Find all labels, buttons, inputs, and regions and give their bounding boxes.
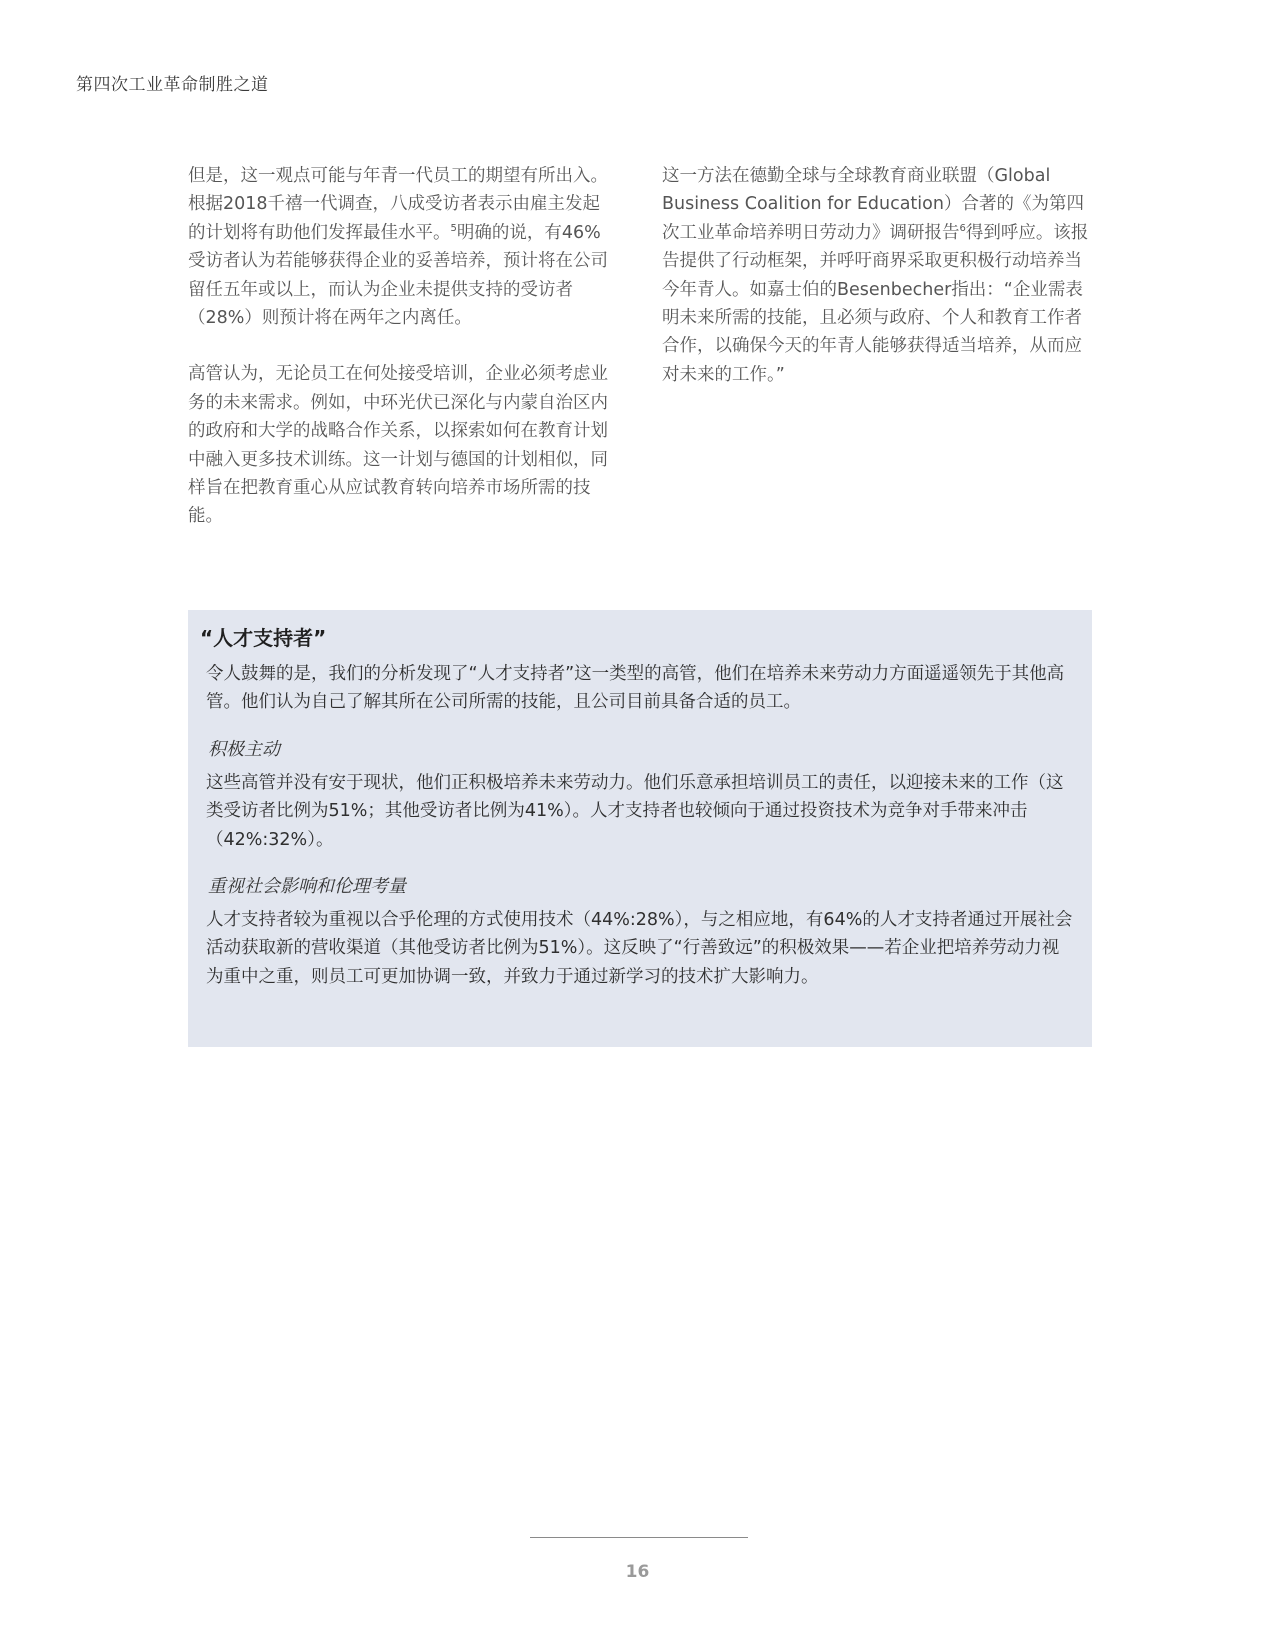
section-heading-proactive: 积极主动 xyxy=(208,738,280,760)
footnote-ref-6: 6 xyxy=(959,222,966,234)
left-p1-text-b: 明确的说，有46%受访者认为若能够获得企业的妥善培养，预计将在公司留任五年或以上，而认为企业未提供支持的受访者（28%）则预计将在两年之内离任。 xyxy=(188,222,608,329)
page-number: 16 xyxy=(625,1562,650,1582)
section-body-proactive: 这些高管并没有安于现状，他们正积极培养未来劳动力。他们乐意承担培训员工的责任，以迎接未来的工作（这类受访者比例为51%；其他受访者比例为41%）。人才支持者也较倾向于通过投资技术为竞争对手带来冲击（42%:32%）。 xyxy=(206,772,1064,850)
right-paragraph-1 xyxy=(662,162,1092,389)
right-p1-text-a: 这一方法在德勤全球与全球教育商业联盟（Global Business Coalition for Education）合著的《为第四次工业革命培养明日劳动力》调研报告 xyxy=(662,166,1084,243)
section-heading-social-impact: 重视社会影响和伦理考量 xyxy=(208,876,406,898)
left-p1-text-a: 但是，这一观点可能与年青一代员工的期望有所出入。根据2018千禧一代调查，八成受访者表示由雇主发起的计划将有助他们发挥最佳水平。 xyxy=(188,166,608,243)
left-paragraph-1 xyxy=(188,162,613,332)
footnote-ref-5: 5 xyxy=(450,222,457,234)
left-column xyxy=(188,162,613,531)
right-column xyxy=(662,162,1092,389)
callout-title: “人才支持者” xyxy=(200,626,327,650)
footer-divider xyxy=(530,1537,748,1538)
left-paragraph-2: 高管认为，无论员工在何处接受培训，企业必须考虑业务的未来需求。例如，中环光伏已深化与内蒙自治区内的政府和大学的战略合作关系，以探索如何在教育计划中融入更多技术训练。这一计划与德国的计划相似，同样旨在把教育重心从应试教育转向培养市场所需的技能。 xyxy=(188,364,608,527)
talent-champions-callout xyxy=(188,610,1092,1047)
right-p1-text-b: 得到呼应。该报告提供了行动框架，并呼吁商界采取更积极行动培养当今年青人。如嘉士伯的Besenbecher指出：“企业需表明未来所需的技能，且必须与政府、个人和教育工作者合作，以确保今天的年青人能够获得适当培养，从而应对未来的工作。” xyxy=(662,222,1089,385)
callout-intro: 令人鼓舞的是，我们的分析发现了“人才支持者”这一类型的高管，他们在培养未来劳动力方面遥遥领先于其他高管。他们认为自己了解其所在公司所需的技能，且公司目前具备合适的员工。 xyxy=(206,664,1065,713)
section-body-social-impact: 人才支持者较为重视以合乎伦理的方式使用技术（44%:28%），与之相应地，有64%的人才支持者通过开展社会活动获取新的营收渠道（其他受访者比例为51%）。这反映了“行善致远”的积极效果——若企业把培养劳动力视为重中之重，则员工可更加协调一致，并致力于通过新学习的技术扩大影响力。 xyxy=(206,910,1073,987)
running-header: 第四次工业革命制胜之道 xyxy=(76,75,269,95)
